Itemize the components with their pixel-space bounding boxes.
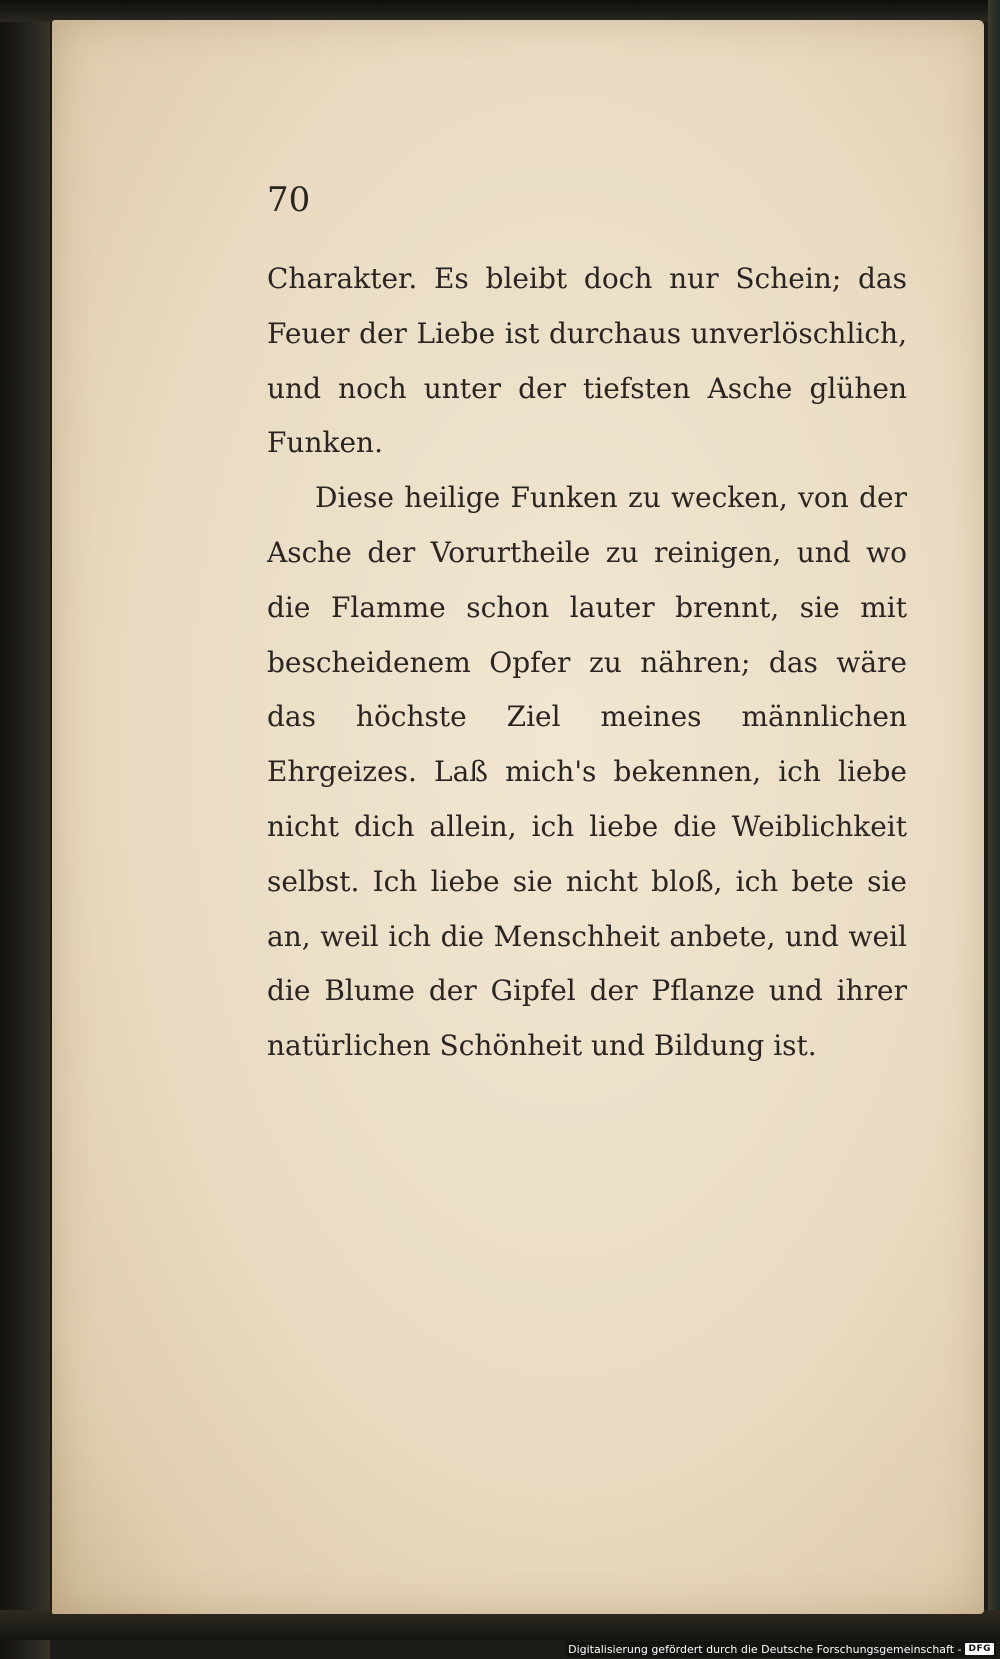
paragraph-1: Charakter. Es bleibt doch nur Schein; das Feuer der Liebe ist durchaus unverlöschlich, und noch unter der tiefsten Asche glühen Funken. <box>267 262 907 460</box>
paragraph-2: Diese heilige Funken zu wecken, von der Asche der Vorurtheile zu reinigen, und wo die Flamme schon lauter brennt, sie mit bescheidenem Opfer zu nähren; das wäre das höchste Ziel meines männlichen Ehrgeizes. Laß mich's bekennen, ich liebe nicht dich allein, ich liebe die Weiblichkeit selbst. Ich liebe sie nicht bloß, ich bete sie an, weil ich die Menschheit anbete, und weil die Blume der Gipfel der Pflanze und ihrer natürlichen Schönheit und Bildung ist. <box>267 481 907 1063</box>
page-number: 70 <box>267 180 311 220</box>
scan-bottom-edge <box>0 1610 1000 1640</box>
body-text <box>267 252 907 1074</box>
scan-top-edge <box>0 0 1000 22</box>
paper-page <box>52 20 984 1614</box>
book-binding-edge <box>0 0 50 1659</box>
book-cover-edge <box>988 0 1000 1640</box>
dfg-logo: DFG <box>965 1643 994 1655</box>
credit-text: Digitalisierung gefördert durch die Deutsche Forschungsgemeinschaft - <box>568 1642 962 1656</box>
digitization-credit <box>566 1641 996 1657</box>
